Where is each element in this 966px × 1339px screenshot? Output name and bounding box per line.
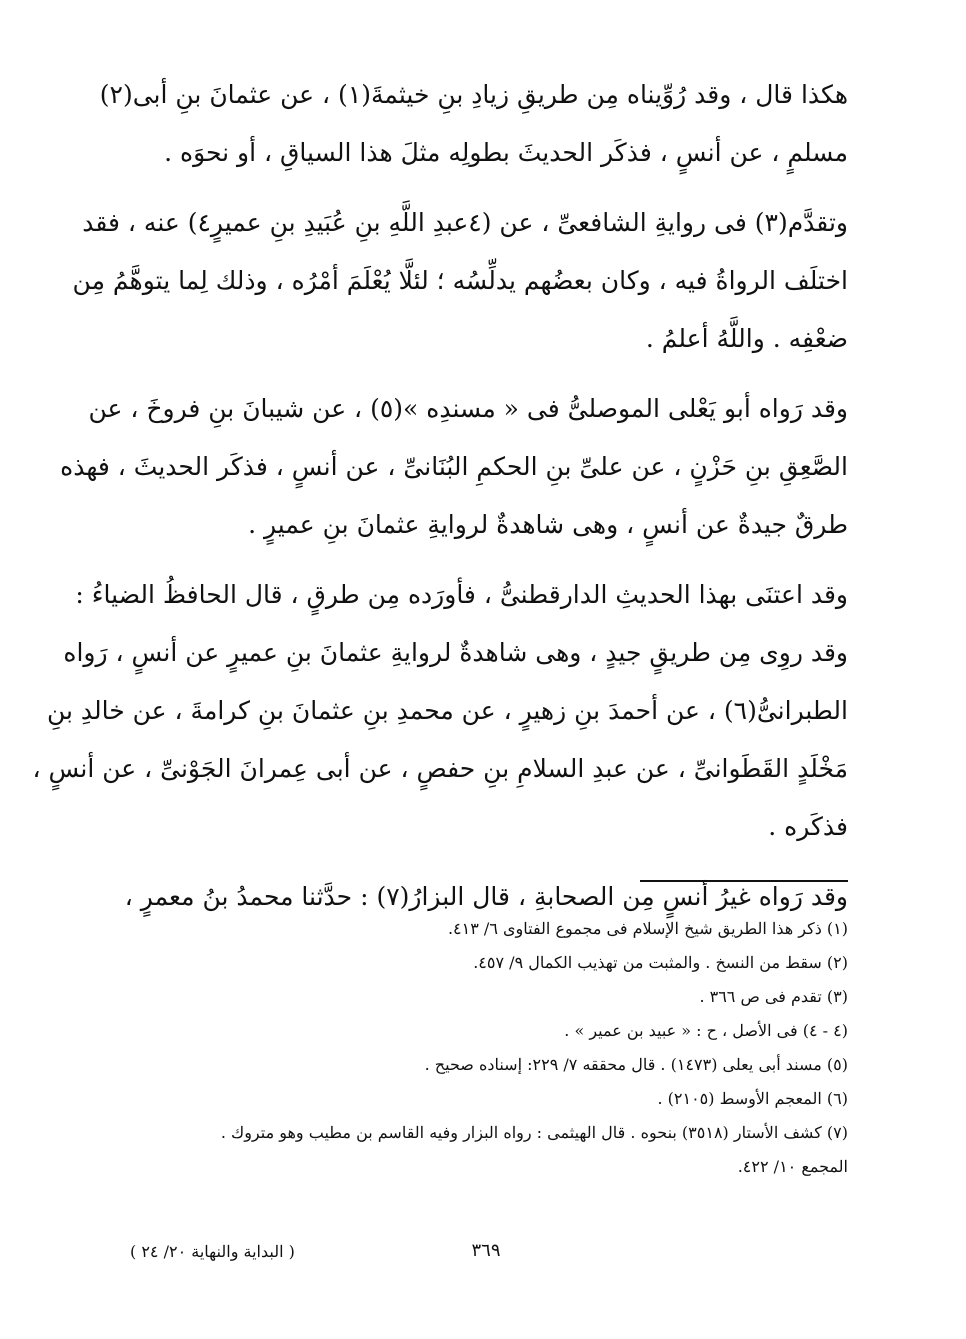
footnote: (٢) سقط من النسخ . والمثبت من تهذيب الكمال ٩/ ٤٥٧. (473, 953, 848, 972)
footnote: (٥) مسند أبى يعلى (١٤٧٣) . قال محققه ٧/ ٢٢٩: إسناده صحيح . (424, 1055, 848, 1074)
text-line: مسلمٍ ، عن أنسٍ ، فذكَر الحديثَ بطولِه مثلَ هذا السياقِ ، أو نحوَه . (164, 138, 848, 167)
footnote: (١) ذكر هذا الطريق شيخ الإسلام فى مجموع الفتاوى ٦/ ٤١٣. (447, 919, 848, 938)
footnote: (٤ - ٤) فى الأصل ، ح : « عبيد بن عمير » . (564, 1021, 848, 1040)
text-line: الطبرانىُّ(٦) ، عن أحمدَ بنِ زهيرٍ ، عن محمدِ بنِ عثمانَ بنِ كرامةَ ، عن خالدِ بنِ (46, 696, 848, 725)
footnote: (٣) تقدم فى ص ٣٦٦ . (699, 987, 848, 1006)
text-line: وقد اعتنَى بهذا الحديثِ الدارقطنىُّ ، فأورَده مِن طرقٍ ، قال الحافظُ الضياءُ : (75, 580, 848, 609)
paragraph (60, 380, 848, 554)
text-line: اختلَف الرواةُ فيه ، وكان بعضُهم يدلِّسُه ؛ لئلَّا يُعْلَمَ أمْرُه ، وذلك لِما يتوهَّمُ مِن (72, 266, 848, 295)
main-text (32, 66, 848, 938)
footnote-separator (640, 880, 848, 882)
footnote: (٧) كشف الأستار (٣٥١٨) بنحوه . قال الهيثمى : رواه البزار وفيه القاسم بن مطيب وهو متروك . (220, 1123, 848, 1142)
text-line: ضعْفِه . واللَّهُ أعلمُ . (645, 324, 848, 353)
running-title: ( البداية والنهاية ٢٠/ ٢٤ ) (130, 1242, 295, 1261)
text-line: الصَّعِقِ بنِ حَزْنٍ ، عن علىِّ بنِ الحكمِ البُنَانىِّ ، عن أنسٍ ، فذكَر الحديثَ ، فهذه (60, 452, 848, 481)
text-line: طرقٌ جيدةٌ عن أنسٍ ، وهى شاهدةٌ لروايةِ عثمانَ بنِ عميرٍ . (248, 510, 848, 539)
footnotes (128, 912, 848, 1184)
paragraph (32, 566, 848, 856)
text-line: فذكَره . (768, 812, 848, 841)
page-number: ٣٦٩ (471, 1240, 501, 1261)
footnote-continuation: المجمع ١٠/ ٤٢٢. (737, 1157, 848, 1176)
footnote: (٦) المعجم الأوسط (٢١٠٥) . (657, 1089, 848, 1108)
paragraph (72, 194, 848, 368)
text-line: مَخْلَدٍ القَطَوانىِّ ، عن عبدِ السلامِ بنِ حفصٍ ، عن أبى عِمرانَ الجَوْنىِّ ، عن أنسٍ ، (32, 754, 848, 783)
text-line: وقد رَواه غيرُ أنسٍ مِن الصحابةِ ، قال البزارُ(٧) : حدَّثنا محمدُ بنُ معمرٍ ، (124, 882, 848, 911)
text-line: هكذا قال ، وقد رُوِّيناه مِن طريقِ زيادِ بنِ خيثمةَ(١) ، عن عثمانَ بنِ أبى(٢) (99, 80, 848, 109)
text-line: وتقدَّم(٣) فى روايةِ الشافعىِّ ، عن (٤عبدِ اللَّهِ بنِ عُبَيدِ بنِ عميرٍ٤) عنه ، فقد (82, 208, 848, 237)
text-line: وقد رَواه أبو يَعْلى الموصلىُّ فى « مسندِه »(٥) ، عن شيبانَ بنِ فروخَ ، عن (88, 394, 848, 423)
paragraph (99, 66, 848, 182)
text-line: وقد روِى مِن طريقٍ جيدٍ ، وهى شاهدةٌ لروايةِ عثمانَ بنِ عميرٍ عن أنسٍ ، رَواه (63, 638, 848, 667)
